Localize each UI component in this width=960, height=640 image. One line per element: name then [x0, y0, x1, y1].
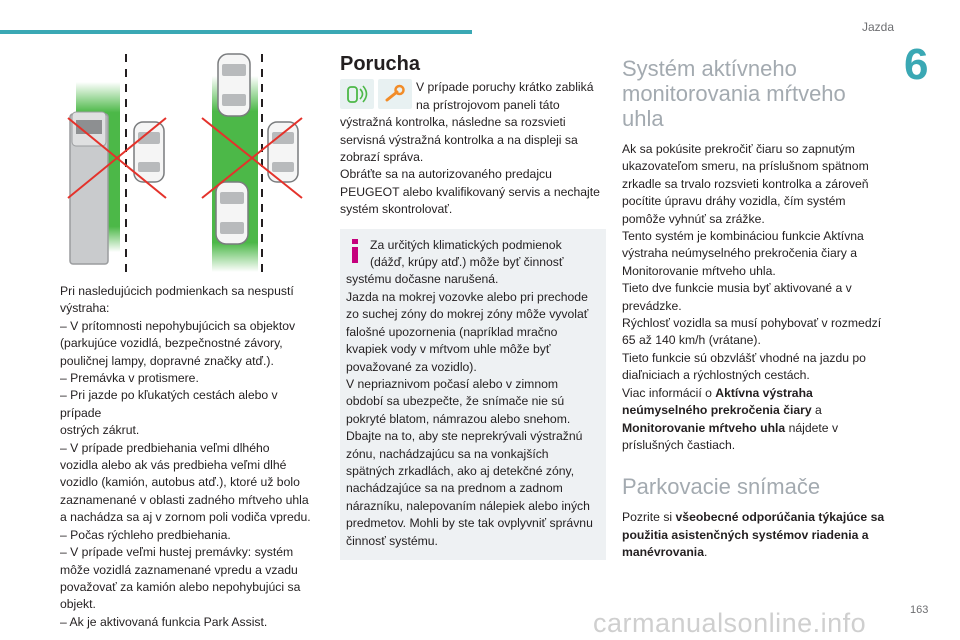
- warning-icons: [340, 79, 412, 113]
- reference-paragraph: Viac informácií o Aktívna výstraha neúmyselného prekročenia čiary a Monitorovanie mŕtveho uhla nájdete v príslušných častiach.: [622, 385, 839, 452]
- text-line: zo suchej zóny do mokrej zóny môže vyvolať: [346, 307, 589, 322]
- text-line: – V prípade veľmi hustej premávky: systém: [60, 545, 294, 560]
- conditions-column: [60, 283, 322, 631]
- text-line: predmetov. Mohli by ste tak ovplyvniť správnu: [346, 516, 593, 531]
- text-line: nárazníku, nalepovaním nálepiek alebo iných: [346, 498, 590, 513]
- text-line: Dbajte na to, aby ste neprekrývali výstražnú: [346, 429, 583, 444]
- text-line: pomôže vyhnúť sa zrážke.: [622, 211, 765, 226]
- text-line: systému dočasne narušená.: [346, 272, 499, 287]
- text-line: objekt.: [60, 597, 96, 612]
- text-line: diaľniciach a rýchlostných cestách.: [622, 368, 810, 383]
- text-line: Ak sa pokúsite prekročiť čiaru so zapnutým: [622, 142, 855, 156]
- text-line: PEUGEOT alebo kvalifikovaný servis a nechajte: [340, 184, 600, 199]
- text-line: – Pri jazde po kľukatých cestách alebo v prípade: [60, 388, 278, 420]
- text-line: Rýchlosť vozidla sa musí pohybovať v rozmedzí: [622, 316, 882, 331]
- blind-spot-column: [622, 56, 890, 562]
- blind-spot-illustration: [62, 52, 318, 276]
- conditions-text: [60, 283, 322, 631]
- text-line: – Počas rýchleho predbiehania.: [60, 527, 231, 542]
- text-line: kvapiek vody v mŕtvom uhle môže byť: [346, 342, 551, 357]
- text-line: zónu, nachádzajúcu sa na vonkajších: [346, 446, 549, 461]
- text-line: ostrých zákrut.: [60, 423, 140, 438]
- text-line: období sa ubezpečte, že snímače nie sú: [346, 394, 565, 409]
- watermark: carmanualsonline.info: [593, 608, 867, 638]
- chapter-number: 6: [904, 40, 929, 89]
- text-line: V prípade poruchy krátko zabliká: [416, 80, 594, 95]
- text-line: systém skontrolovať.: [340, 202, 453, 217]
- weather-info-box: [340, 229, 606, 560]
- text-line: Monitorovanie mŕtveho uhla.: [622, 263, 776, 278]
- text-line: môže vozidlá zaznamenané vpredu a vzadu: [60, 562, 298, 577]
- text-line: spätných zrkadlách, ako aj detekčné zóny,: [346, 463, 575, 478]
- car-shape-rear: [216, 182, 248, 244]
- text-line: zrkadle sa trvalo rozsvieti kontrolka a zároveň: [622, 176, 869, 191]
- text-line: V nepriaznivom počasí alebo v zimnom: [346, 376, 559, 391]
- blind-spot-text: [622, 141, 890, 385]
- text-line: 65 až 140 km/h (vrátane).: [622, 333, 761, 348]
- text-line: zaznamenané v oblasti zadného mŕtveho uhla: [60, 492, 309, 507]
- section-title: Jazda: [861, 20, 894, 34]
- text-line: považovať za kamión alebo nepohybujúci sa: [60, 579, 301, 594]
- text-line: nachádzajúce sa na prednom a zadnom: [346, 481, 563, 496]
- blind-spot-warning-icon: [340, 79, 374, 109]
- text-line: Pri nasledujúcich podmienkach sa nespustí: [60, 284, 294, 298]
- text-line: a nachádza sa aj v zornom poli vodiča vpredu.: [60, 510, 311, 525]
- text-line: – V prípade predbiehania veľmi dlhého: [60, 440, 270, 455]
- text-line: činnosť systému.: [346, 533, 438, 548]
- text-line: Tento systém je kombináciou funkcie Aktívna: [622, 229, 864, 244]
- text-line: Tieto dve funkcie musia byť aktivované a v: [622, 281, 852, 296]
- page-number: 163: [910, 604, 929, 616]
- text-line: Za určitých klimatických podmienok: [370, 237, 562, 252]
- text-line: – Premávka v protismere.: [60, 371, 199, 386]
- fault-heading: Porucha: [340, 53, 421, 75]
- text-line: servisná výstražná kontrolka a na displeji sa: [340, 132, 578, 147]
- info-icon: [346, 239, 364, 263]
- blind-spot-heading: Systém aktívneho monitorovania mŕtveho uhla: [622, 56, 846, 131]
- text-line: Tieto funkcie sú obzvlášť vhodné na jazdu po: [622, 350, 866, 365]
- text-line: pokryté blatom, námrazou alebo snehom.: [346, 411, 571, 426]
- text-line: zobrazí správa.: [340, 150, 424, 165]
- text-line: pocítite úpravu dráhy vozidla, čím systém: [622, 194, 846, 209]
- service-wrench-icon: [378, 79, 412, 109]
- text-line: výstraha neúmyselného prekročenia čiary a: [622, 246, 858, 261]
- text-line: výstražná kontrolka, následne sa rozsvieti: [340, 115, 566, 130]
- text-line: vozidla alebo ak vás predbieha veľmi dlhé: [60, 458, 287, 473]
- fault-column: [340, 53, 606, 560]
- weather-info-text: [346, 237, 600, 550]
- text-line: vozidlo (kamión, autobus atď.), ktoré už bolo: [60, 475, 300, 490]
- text-line: ukazovateľom smeru, na príslušnom spätnom: [622, 159, 869, 174]
- car-shape-right: [268, 122, 298, 182]
- text-line: Obráťte sa na autorizovaného predajcu: [340, 167, 552, 182]
- text-line: Jazda na mokrej vozovke alebo pri prechode: [346, 289, 588, 304]
- top-accent-bar: [0, 30, 472, 34]
- text-line: na prístrojovom paneli táto: [416, 97, 560, 112]
- parking-sensors-text: Pozrite si všeobecné odporúčania týkajúce sa použitia asistenčných systémov riadenia a manévrovania.: [622, 510, 885, 560]
- parking-sensors-heading: Parkovacie snímače: [622, 474, 821, 500]
- text-line: – Ak je aktivovaná funkcia Park Assist.: [60, 614, 268, 629]
- text-line: pouličnej lampy, dopravné značky atď.).: [60, 353, 274, 368]
- text-line: falošné upozornenia (napríklad mračno: [346, 324, 558, 339]
- text-line: výstraha:: [60, 301, 110, 316]
- text-line: (dážď, krúpy atď.) môže byť činnosť: [370, 255, 564, 270]
- text-line: – V prítomnosti nepohybujúcich sa objektov: [60, 318, 296, 333]
- car-shape-front: [218, 54, 250, 116]
- text-line: považované za vozidlo).: [346, 359, 477, 374]
- text-line: (parkujúce vozidlá, bezpečnostné závory,: [60, 336, 283, 351]
- text-line: prevádzke.: [622, 298, 682, 313]
